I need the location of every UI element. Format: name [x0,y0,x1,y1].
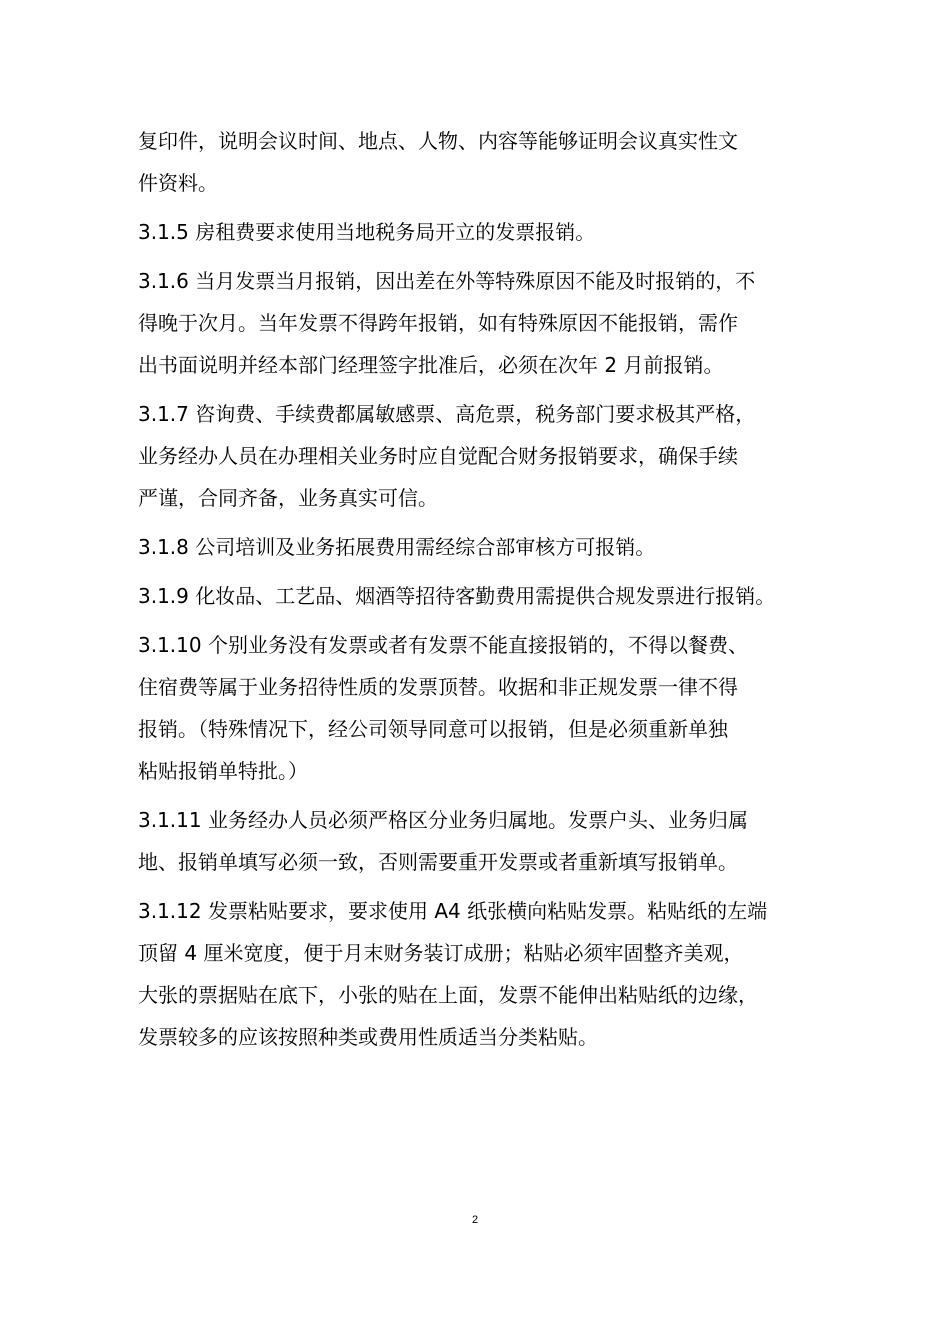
paragraph-gap [138,883,828,890]
text-line: 3.1.11 业务经办人员必须严格区分业务归属地。发票户头、业务归属 [138,808,748,832]
text-line: 地、报销单填写必须一致，否则需要重开发票或者重新填写报销单。 [138,850,738,874]
text-line: 严谨，合同齐备，业务真实可信。 [138,486,438,510]
paragraph-gap [138,204,828,211]
text-line: 3.1.12 发票粘贴要求，要求使用 A4 纸张横向粘贴发票。粘贴纸的左端 [138,899,768,923]
text-line: 出书面说明并经本部门经理签字批准后，必须在次年 2 月前报销。 [138,353,724,377]
text-line: 3.1.8 公司培训及业务拓展费用需经综合部审核方可报销。 [138,535,656,559]
text-line: 顶留 4 厘米宽度，便于月末财务装订成册；粘贴必须牢固整齐美观， [138,941,744,965]
paragraph-gap [138,617,828,624]
text-line: 3.1.7 咨询费、手续费都属敏感票、高危票，税务部门要求极其严格， [138,402,756,426]
page-number: 2 [471,1214,479,1226]
text-line: 业务经办人员在办理相关业务时应自觉配合财务报销要求，确保手续 [138,444,738,468]
paragraph-gap [138,519,828,526]
text-line: 复印件，说明会议时间、地点、人物、内容等能够证明会议真实性文 [138,129,738,153]
text-line: 报销。（特殊情况下，经公司领导同意可以报销，但是必须重新单独 [138,717,728,741]
text-line: 得晚于次月。当年发票不得跨年报销，如有特殊原因不能报销，需作 [138,311,738,335]
text-line: 件资料。 [138,171,218,195]
text-line: 粘贴报销单特批。） [138,759,308,783]
text-line: 3.1.5 房租费要求使用当地税务局开立的发票报销。 [138,220,596,244]
text-line: 3.1.10 个别业务没有发票或者有发票不能直接报销的，不得以餐费、 [138,633,748,657]
text-line: 3.1.6 当月发票当月报销，因出差在外等特殊原因不能及时报销的，不 [138,269,756,293]
paragraph-gap [138,792,828,799]
paragraph-gap [138,386,828,393]
text-line: 住宿费等属于业务招待性质的发票顶替。收据和非正规发票一律不得 [138,675,738,699]
text-line: 发票较多的应该按照种类或费用性质适当分类粘贴。 [138,1025,598,1049]
text-line: 3.1.9 化妆品、工艺品、烟酒等招待客勤费用需提供合规发票进行报销。 [138,584,776,608]
text-line: 大张的票据贴在底下，小张的贴在上面，发票不能伸出粘贴纸的边缘， [138,983,758,1007]
paragraph-gap [138,568,828,575]
document-body [138,120,828,1058]
paragraph-gap [138,253,828,260]
